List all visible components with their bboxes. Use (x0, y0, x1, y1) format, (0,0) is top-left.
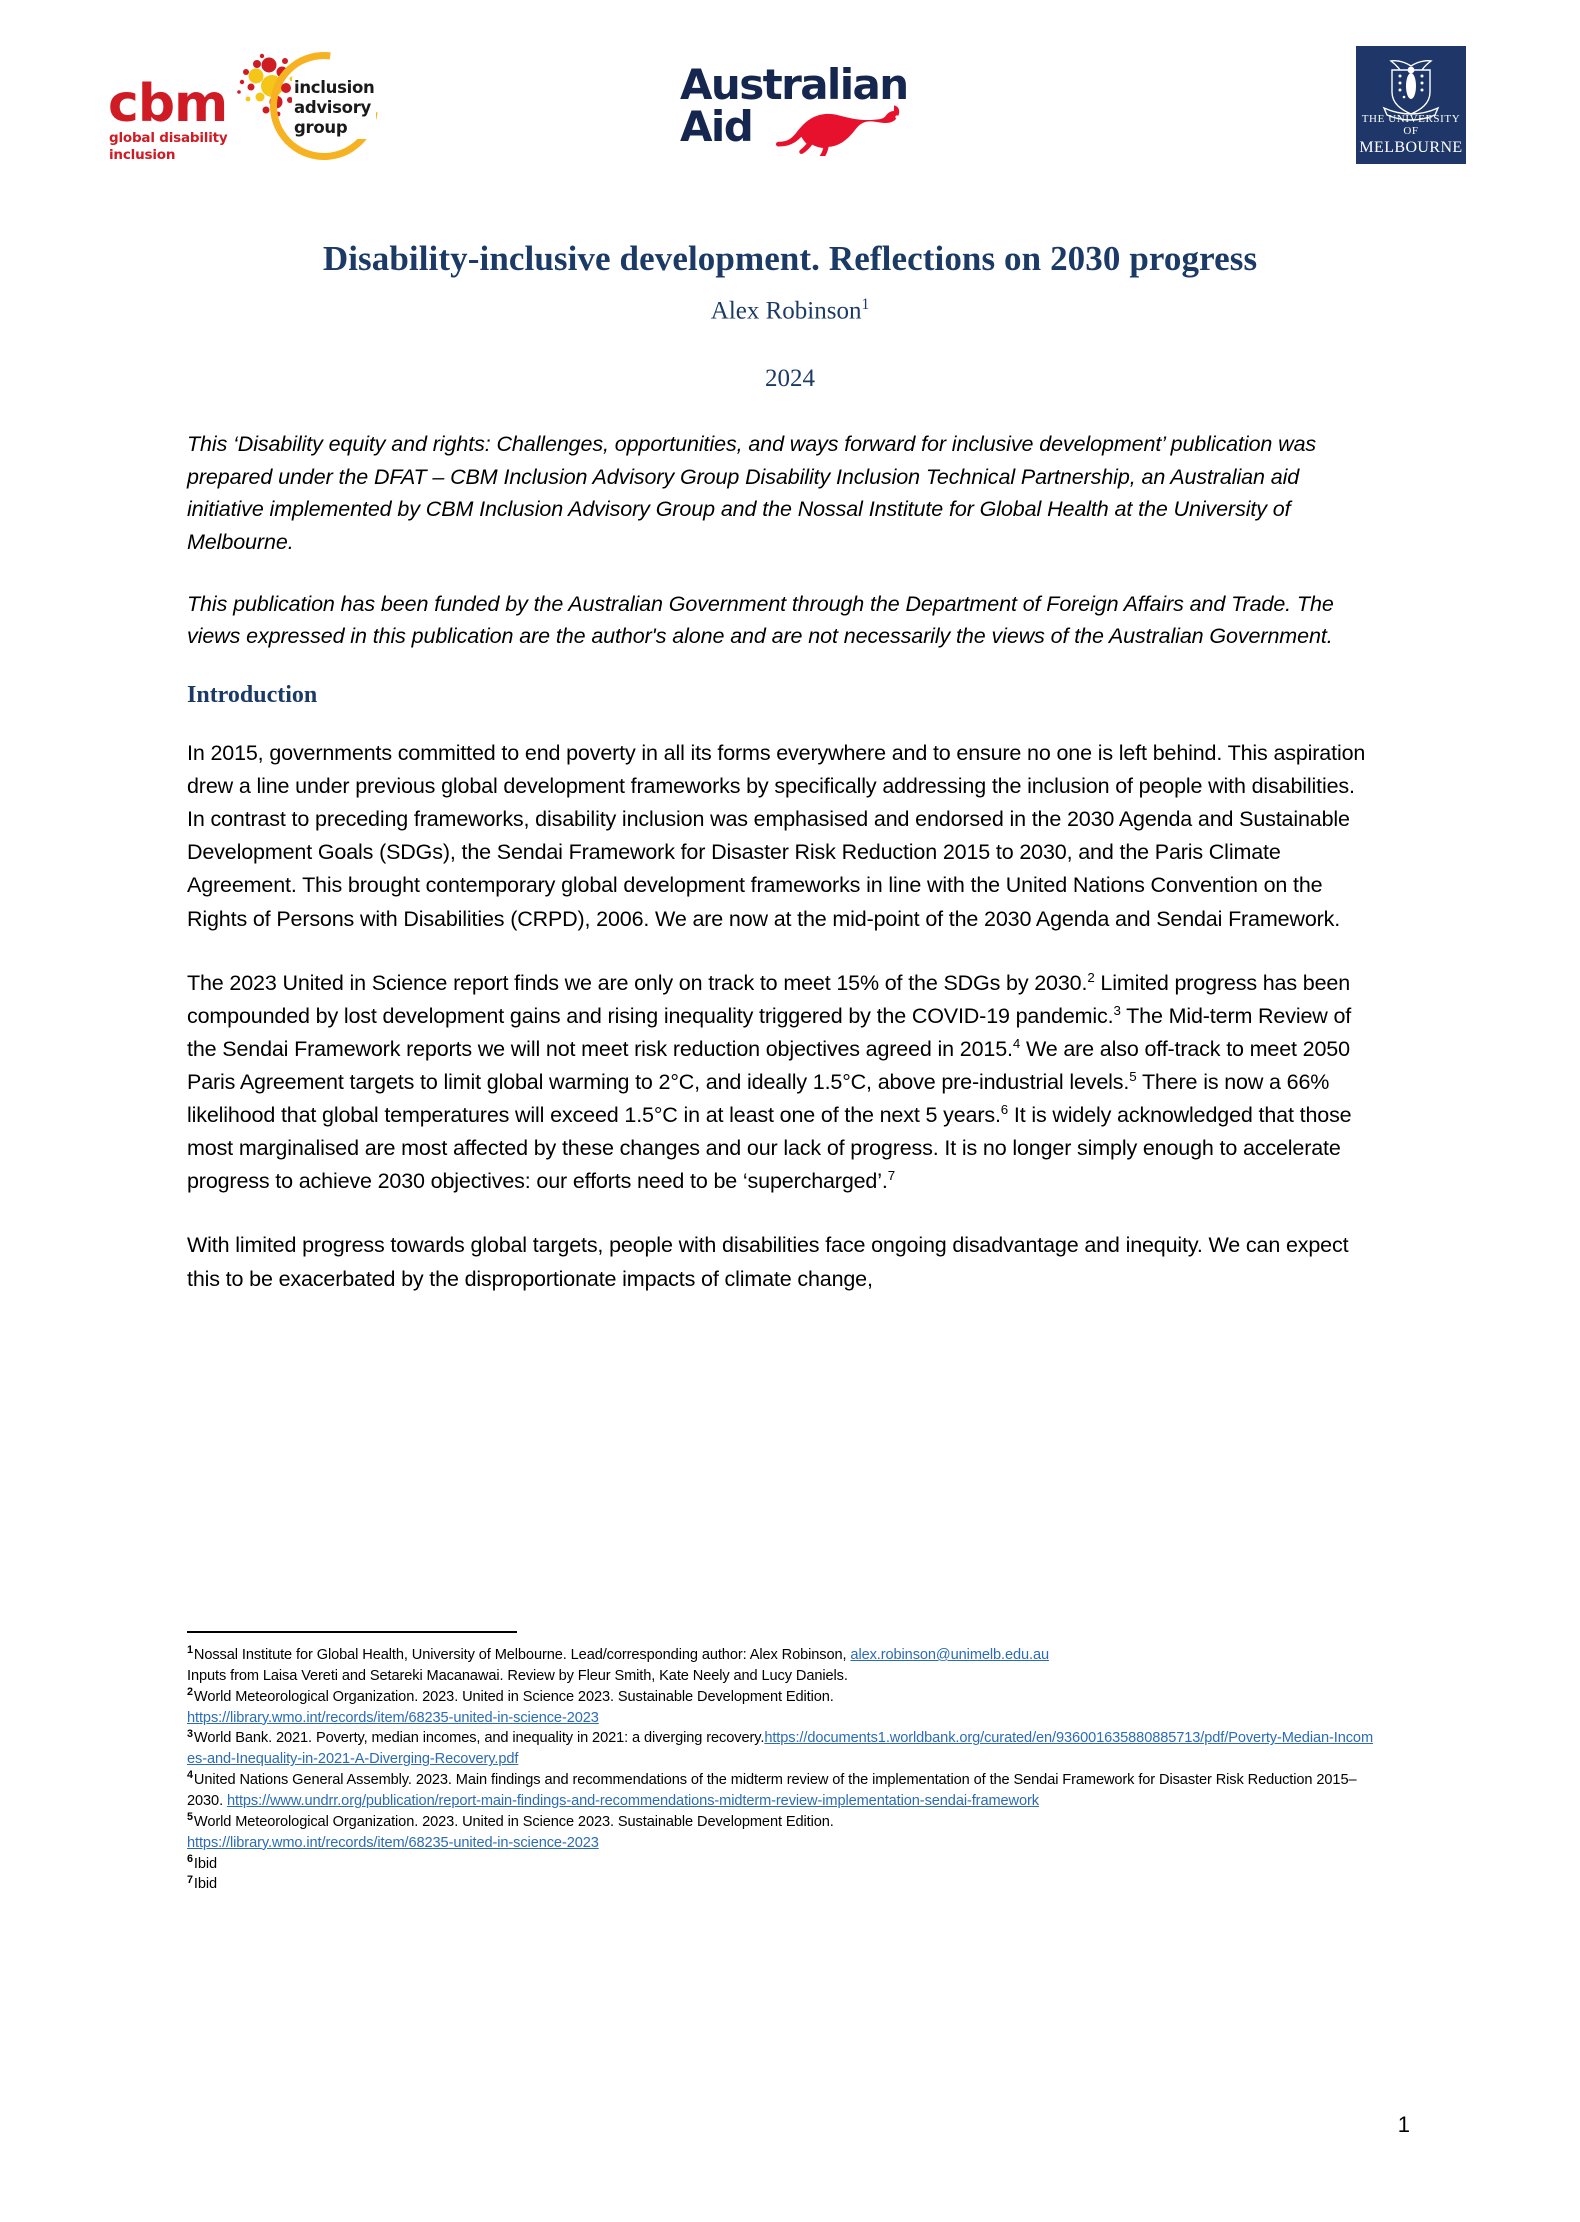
intro-p2-seg-5: There is now a 66% likelihood that global temperatures will exceed 1.5°C in at least one of the next 5 years. (187, 1070, 1330, 1128)
iag-line-1: inclusion (294, 78, 375, 97)
footnote-5 (187, 1812, 1377, 1854)
footnote-1-text: Nossal Institute for Global Health, University of Melbourne. Lead/corresponding author: Alex Robinson, (193, 1647, 851, 1663)
footnote-ref-2: 2 (1087, 969, 1095, 985)
footnote-3-marker: 3 (187, 1727, 193, 1740)
intro-p2-seg-3: The Mid-term Review of the Sendai Framework reports we will not meet risk reduction objectives agreed in 2015. (187, 1003, 1352, 1061)
preamble-paragraph-2: This publication has been funded by the Australian Government through the Department of Foreign Affairs and Trade. The views expressed in this publication are the author's alone and are not necessarily the views of the Australian Government. (187, 591, 1334, 649)
author-name: Alex Robinson (710, 297, 862, 325)
publication-year: 2024 (765, 365, 815, 392)
section-heading-introduction: Introduction (187, 682, 318, 709)
footnote-3-url-link[interactable]: https://documents1.worldbank.org/curated/en/936001635880885713/pdf/Poverty-Median-Incomes-and-Inequality-in-2021-A-Diverging-Recovery.pdf (187, 1730, 1374, 1768)
footnote-ref-6: 6 (1000, 1101, 1009, 1117)
iag-line-3: group (294, 118, 348, 138)
intro-p2-seg-6: It is widely acknowledged that those most marginalised are most affected by these changes and our lack of progress. It is no longer simply enough to accelerate progress to achieve 2030 objectives: our efforts need to be ‘supercharged’. (187, 1103, 1352, 1194)
footnote-7-marker: 7 (187, 1873, 193, 1886)
cbm-tagline-line-1: global disability (109, 130, 228, 146)
footnote-7 (187, 1874, 1377, 1895)
footnote-1-marker: 1 (187, 1644, 193, 1657)
footnote-4-marker: 4 (187, 1769, 193, 1782)
document-body (187, 428, 1367, 1327)
footnote-2-text: World Meteorological Organization. 2023. United in Science 2023. Sustainable Development Edition. (193, 1688, 834, 1705)
australian-aid-line-1: Australian (680, 60, 908, 109)
footnote-1-second-line: Inputs from Laisa Vereti and Setareki Macanawai. Review by Fleur Smith, Kate Neely and Lucy Daniels. (187, 1667, 848, 1684)
footnote-1-email-link[interactable]: alex.robinson@unimelb.edu.au (850, 1647, 1050, 1663)
footnote-6-text: Ibid (193, 1855, 218, 1872)
footnote-5-marker: 5 (187, 1811, 193, 1824)
intro-p2-seg-4: We are also off-track to meet 2050 Paris Agreement targets to limit global warming to 2°C, and ideally 1.5°C, above pre-industrial levels. (187, 1036, 1350, 1095)
introduction-paragraph-1: In 2015, governments committed to end poverty in all its forms everywhere and to ensure no one is left behind. This aspiration drew a line under previous global development frameworks by specifically addressing the inclusion of people with disabilities. In contrast to preceding frameworks, disability inclusion was emphasised and endorsed in the 2030 Agenda and Sustainable Development Goals (SDGs), the Sendai Framework for Disaster Risk Reduction 2015 to 2030, and the Paris Climate Agreement. This brought contemporary global development frameworks in line with the United Nations Convention on the Rights of Persons with Disabilities (CRPD), 2006. We are now at the mid-point of the 2030 Agenda and Sendai Framework. (187, 741, 1366, 931)
iag-wordmark (292, 77, 376, 139)
page-title: Disability-inclusive development. Reflections on 2030 progress (322, 239, 1258, 279)
footnote-3-text: World Bank. 2021. Poverty, median incomes, and inequality in 2021: a diverging recovery. (193, 1730, 765, 1747)
footnote-5-url-link[interactable]: https://library.wmo.int/records/item/68235-united-in-science-2023 (187, 1834, 599, 1851)
cbm-tagline-line-2: inclusion (109, 146, 176, 163)
footnote-6-marker: 6 (187, 1852, 193, 1865)
intro-p2-seg-1: The 2023 United in Science report finds we are only on track to meet 15% of the SDGs by 2030. (187, 970, 1088, 995)
cbm-wordmark: cbm (108, 74, 228, 134)
introduction-paragraph-3: With limited progress towards global targets, people with disabilities face ongoing disadvantage and inequity. We can expect this to be exacerbated by the disproportionate impacts of climate change, (187, 1233, 1349, 1291)
preamble-paragraph-1: This ‘Disability equity and rights: Challenges, opportunities, and ways forward for inclusive development’ publication was prepared under the DFAT – CBM Inclusion Advisory Group Disability Inclusion Technical Partnership, an Australian aid initiative implemented by CBM Inclusion Advisory Group and the Nossal Institute for Global Health at the University of Melbourne. (187, 432, 1317, 555)
author-footnote-marker: 1 (861, 296, 870, 313)
footnote-3 (187, 1728, 1377, 1770)
logo-header-bar (0, 34, 1580, 164)
australian-aid-logo (680, 50, 930, 160)
australian-aid-line-2: Aid (680, 102, 753, 151)
unimelb-line-2: MELBOURNE (1359, 139, 1463, 156)
footnote-7-text: Ibid (193, 1876, 218, 1893)
introduction-paragraph-2 (187, 967, 1367, 1199)
university-of-melbourne-logo (1356, 46, 1466, 164)
inclusion-advisory-group-logo (270, 48, 396, 166)
cbm-tagline (109, 130, 228, 164)
page-number: 1 (1397, 2112, 1410, 2137)
footnote-ref-3: 3 (1113, 1002, 1121, 1018)
footnote-2-url-link[interactable]: https://library.wmo.int/records/item/68235-united-in-science-2023 (187, 1709, 599, 1726)
footnote-2-marker: 2 (187, 1685, 193, 1698)
footnote-4-url-link[interactable]: https://www.undrr.org/publication/report-main-findings-and-recommendations-midterm-review-implementation-sendai-framework (226, 1793, 1039, 1810)
unimelb-line-1: THE UNIVERSITY OF (1361, 113, 1461, 137)
footnote-2 (187, 1687, 1377, 1729)
intro-p2-seg-2: Limited progress has been compounded by lost development gains and rising inequality triggered by the COVID-19 pandemic. (187, 970, 1351, 1028)
footnote-ref-5: 5 (1129, 1068, 1137, 1084)
footnote-6 (187, 1854, 1377, 1875)
footnote-separator-rule (187, 1631, 517, 1633)
iag-line-2: advisory (294, 98, 372, 118)
author-line (0, 296, 1580, 325)
footnote-ref-4: 4 (1012, 1035, 1021, 1051)
footnote-4 (187, 1770, 1377, 1812)
footnote-1 (187, 1645, 1377, 1687)
footnote-5-text: World Meteorological Organization. 2023. United in Science 2023. Sustainable Development Edition. (193, 1813, 834, 1830)
footnote-4-text: United Nations General Assembly. 2023. Main findings and recommendations of the midterm review of the implementation of the Sendai Framework for Disaster Risk Reduction 2015–2030. (187, 1772, 1357, 1810)
kangaroo-icon (776, 104, 906, 161)
footnote-ref-7: 7 (887, 1168, 895, 1184)
footnote-list (187, 1645, 1377, 1895)
